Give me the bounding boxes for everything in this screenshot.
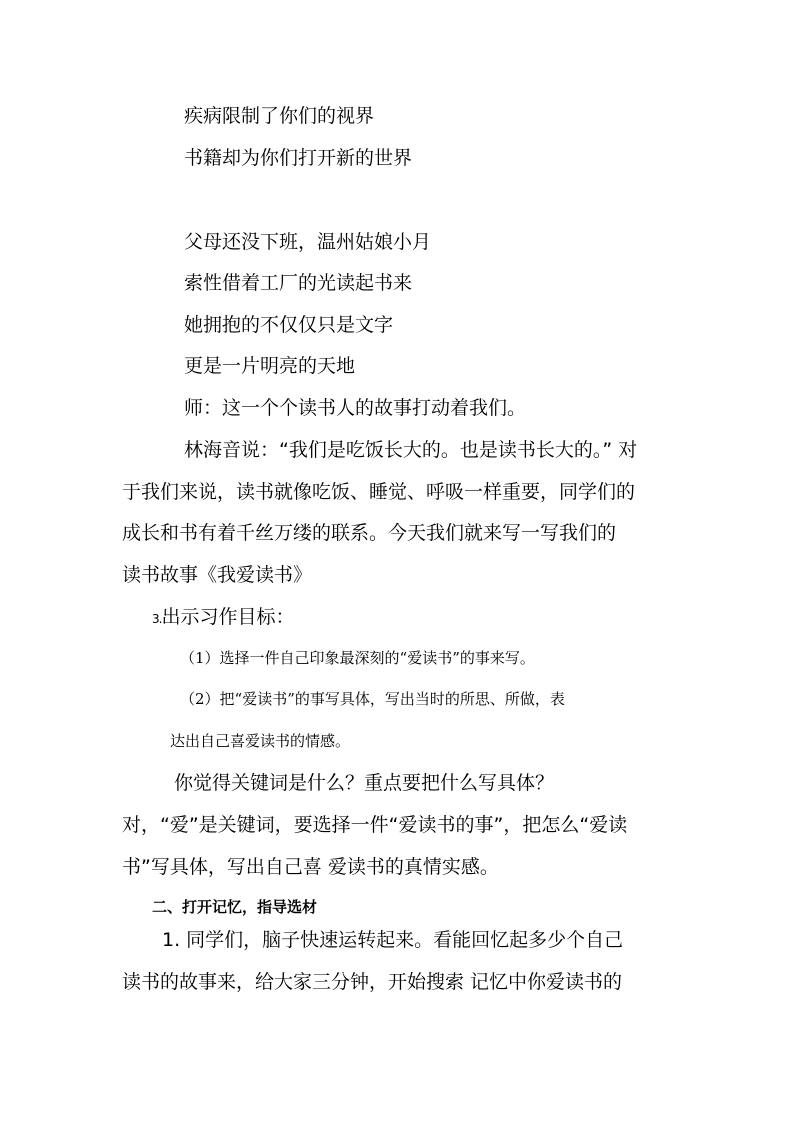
- section-paragraph-line-2: 读书的故事来，给大家三分钟，开始搜索 记忆中你爱读书的: [122, 971, 623, 993]
- goal-2-line-1: （2）把“爱读书”的事写具体，写出当时的所思、所做，表: [180, 690, 565, 708]
- answer-line-2: 书”写具体，写出自己喜 爱读书的真情实感。: [122, 856, 499, 878]
- goals-label-number: 3.: [152, 612, 162, 626]
- section-heading: 二、打开记忆，指导选材: [152, 898, 318, 916]
- teacher-line: 师：这一个个读书人的故事打动着我们。: [184, 397, 527, 419]
- poem-line-3: 父母还没下班，温州姑娘小月: [184, 231, 432, 253]
- goals-label-text: 出示习作目标：: [161, 606, 295, 628]
- goals-label: [152, 605, 294, 631]
- paragraph-line-3: 成长和书有着千丝万缕的联系。今天我们就来写一写我们的: [122, 522, 617, 544]
- goal-2-line-2: 达出自己喜爱读书的情感。: [170, 732, 351, 750]
- poem-line-2: 书籍却为你们打开新的世界: [184, 147, 413, 169]
- poem-line-1: 疾病限制了你们的视界: [184, 105, 375, 127]
- goal-1: （1）选择一件自己印象最深刻的“爱读书”的事来写。: [180, 649, 535, 667]
- question-line: 你觉得关键词是什么？重点要把什么写具体？: [174, 772, 555, 794]
- poem-line-6: 更是一片明亮的天地: [184, 355, 356, 377]
- paragraph-line-4: 读书故事《我爱读书》: [122, 564, 313, 586]
- answer-line-1: 对，“爱”是关键词，要选择一件“爱读书的事”，把怎么“爱读: [122, 814, 628, 836]
- paragraph-line-1: 林海音说：“我们是吃饭长大的。也是读书长大的。” 对: [184, 439, 638, 461]
- section-paragraph-line-1: 1. 同学们，脑子快速运转起来。看能回忆起多少个自己: [162, 929, 624, 951]
- poem-line-4: 索性借着工厂的光读起书来: [184, 272, 413, 294]
- paragraph-line-2: 于我们来说，读书就像吃饭、睡觉、呼吸一样重要，同学们的: [122, 481, 636, 503]
- poem-line-5: 她拥抱的不仅仅只是文字: [184, 314, 394, 336]
